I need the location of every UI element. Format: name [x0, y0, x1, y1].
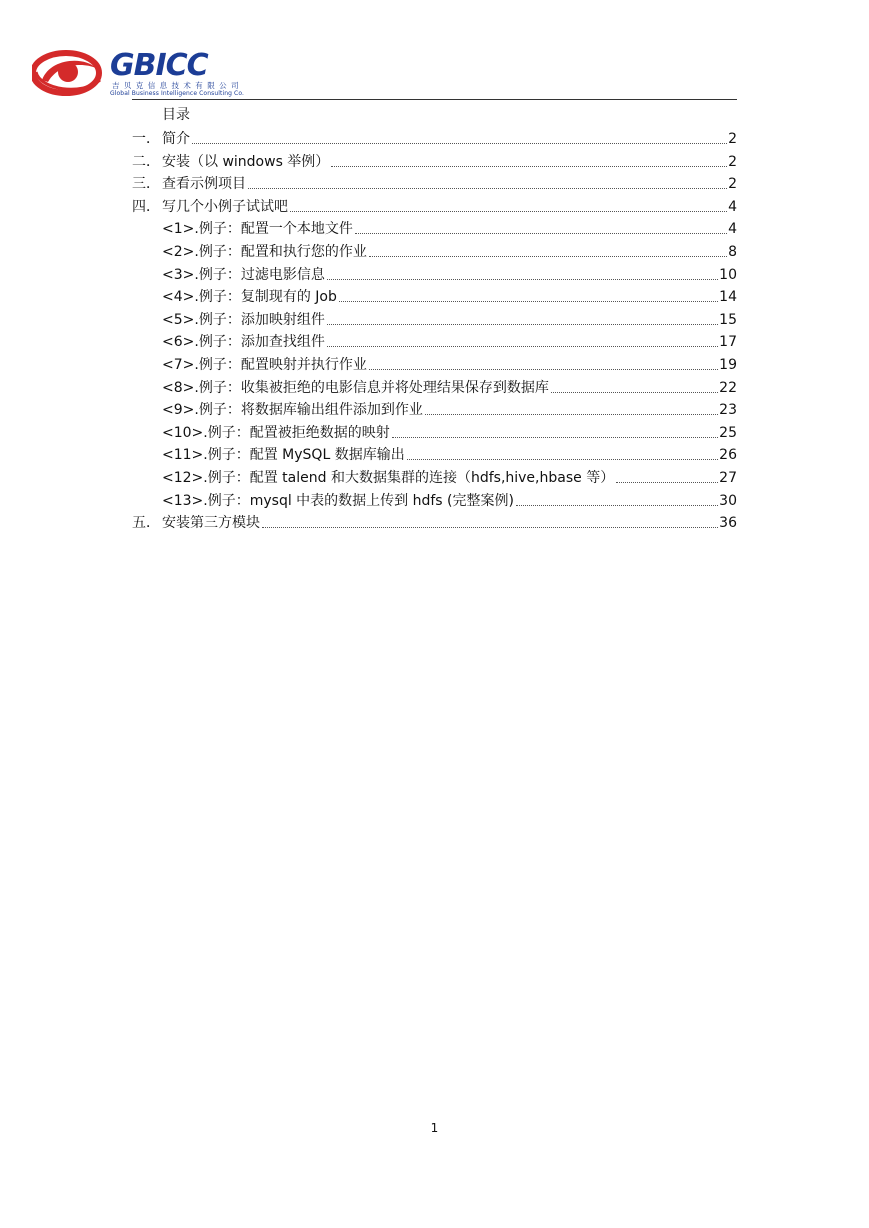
page-header — [0, 0, 869, 100]
toc-entry-label: <6>.例子：添加查找组件 — [162, 334, 325, 351]
toc-dot-leader — [392, 436, 718, 438]
toc-entry-label: 查看示例项目 — [162, 176, 246, 193]
toc-dot-leader — [355, 232, 727, 234]
toc-entry-page: 26 — [719, 447, 737, 464]
toc-dot-leader — [551, 391, 718, 393]
toc-entry-page: 4 — [728, 221, 737, 238]
toc-dot-leader — [616, 481, 718, 483]
toc-entry[interactable] — [132, 512, 737, 532]
toc-entry-label: <1>.例子：配置一个本地文件 — [162, 221, 353, 238]
toc-entry[interactable] — [162, 286, 737, 306]
toc-entry-page: 8 — [728, 244, 737, 260]
toc-dot-leader — [290, 210, 727, 212]
brand-english-name: Global Business Intelligence Consulting Co. — [110, 90, 244, 97]
toc-entry-page: 30 — [719, 492, 737, 509]
toc-entry[interactable] — [162, 467, 737, 487]
toc-dot-leader — [192, 142, 727, 144]
toc-dot-leader — [327, 345, 718, 347]
toc-dot-leader — [327, 278, 718, 280]
toc-entry-label: <11>.例子：配置 MySQL 数据库输出 — [162, 447, 405, 464]
toc-dot-leader — [339, 300, 718, 302]
gbicc-swirl-icon — [32, 50, 104, 96]
toc-dot-leader — [407, 458, 718, 460]
toc-entry-label: <5>.例子：添加映射组件 — [162, 311, 325, 328]
toc-entry[interactable] — [162, 241, 737, 261]
toc-entry-number: 五． — [132, 515, 160, 532]
toc-entry-page: 10 — [719, 266, 737, 283]
toc-entry[interactable] — [162, 422, 737, 442]
toc-entry-page: 15 — [719, 311, 737, 328]
toc-entry-page: 19 — [719, 357, 737, 373]
toc-entry-label: <8>.例子：收集被拒绝的电影信息并将处理结果保存到数据库 — [162, 379, 549, 396]
header-divider — [132, 99, 737, 100]
toc-entry[interactable] — [162, 264, 737, 284]
toc-entry-label: <13>.例子：mysql 中表的数据上传到 hdfs (完整案例) — [162, 492, 514, 509]
toc-dot-leader — [369, 368, 718, 370]
toc-entry[interactable] — [162, 354, 737, 374]
toc-dot-leader — [516, 504, 718, 506]
toc-entry-label: <12>.例子：配置 talend 和大数据集群的连接（hdfs,hive,hbase 等） — [162, 470, 615, 486]
toc-entry-page: 22 — [719, 379, 737, 396]
toc-entry[interactable] — [162, 490, 737, 510]
toc-entry-page: 4 — [728, 198, 737, 215]
page-number: 1 — [430, 1121, 439, 1135]
toc-entry-label: 安装第三方模块 — [162, 515, 260, 532]
toc-entry-label: <9>.例子：将数据库输出组件添加到作业 — [162, 402, 423, 419]
toc-entry-page: 25 — [719, 424, 737, 441]
toc-entry-page: 2 — [728, 131, 737, 147]
toc-title: 目录 — [162, 107, 190, 123]
toc-entry[interactable] — [162, 331, 737, 351]
toc-entry-number: 二． — [132, 153, 160, 170]
toc-dot-leader — [327, 323, 718, 325]
toc-entry-label: 安装（以 windows 举例） — [162, 153, 330, 170]
toc-entry-label: <10>.例子：配置被拒绝数据的映射 — [162, 424, 390, 441]
brand-wordmark: GBICC — [110, 48, 208, 83]
company-logo — [110, 50, 280, 98]
toc-entry-label: <2>.例子：配置和执行您的作业 — [162, 244, 367, 260]
toc-dot-leader — [262, 526, 718, 528]
toc-entry-page: 23 — [719, 402, 737, 419]
toc-entry-page: 2 — [728, 153, 737, 170]
toc-entry-page: 17 — [719, 334, 737, 351]
toc-entry-label: 写几个小例子试试吧 — [162, 198, 288, 215]
toc-entry[interactable] — [162, 444, 737, 464]
toc-entry[interactable] — [162, 309, 737, 329]
toc-entry-number: 三． — [132, 176, 160, 193]
toc-entry[interactable] — [132, 196, 737, 216]
toc-entry-label: <4>.例子：复制现有的 Job — [162, 289, 337, 306]
toc-dot-leader — [331, 165, 727, 167]
toc-entry-label: 简介 — [162, 131, 190, 147]
toc-entry-page: 14 — [719, 289, 737, 306]
toc-entry-number: 四． — [132, 198, 160, 215]
toc-entry[interactable] — [132, 173, 737, 193]
toc-entry-page: 27 — [719, 470, 737, 486]
toc-entry-label: <3>.例子：过滤电影信息 — [162, 266, 325, 283]
toc-dot-leader — [248, 187, 727, 189]
toc-entry-number: 一． — [132, 131, 160, 147]
toc-entry-page: 36 — [719, 515, 737, 532]
toc-entry[interactable] — [162, 399, 737, 419]
toc-dot-leader — [425, 413, 718, 415]
brand-chinese-name: 吉贝克信息技术有限公司 — [112, 81, 243, 90]
toc-entry[interactable] — [162, 377, 737, 397]
toc-entry[interactable] — [132, 128, 737, 148]
toc-entry-label: <7>.例子：配置映射并执行作业 — [162, 357, 367, 373]
toc-entry-page: 2 — [728, 176, 737, 193]
toc-dot-leader — [369, 255, 727, 257]
toc-entry[interactable] — [132, 151, 737, 171]
toc-entry[interactable] — [162, 218, 737, 238]
